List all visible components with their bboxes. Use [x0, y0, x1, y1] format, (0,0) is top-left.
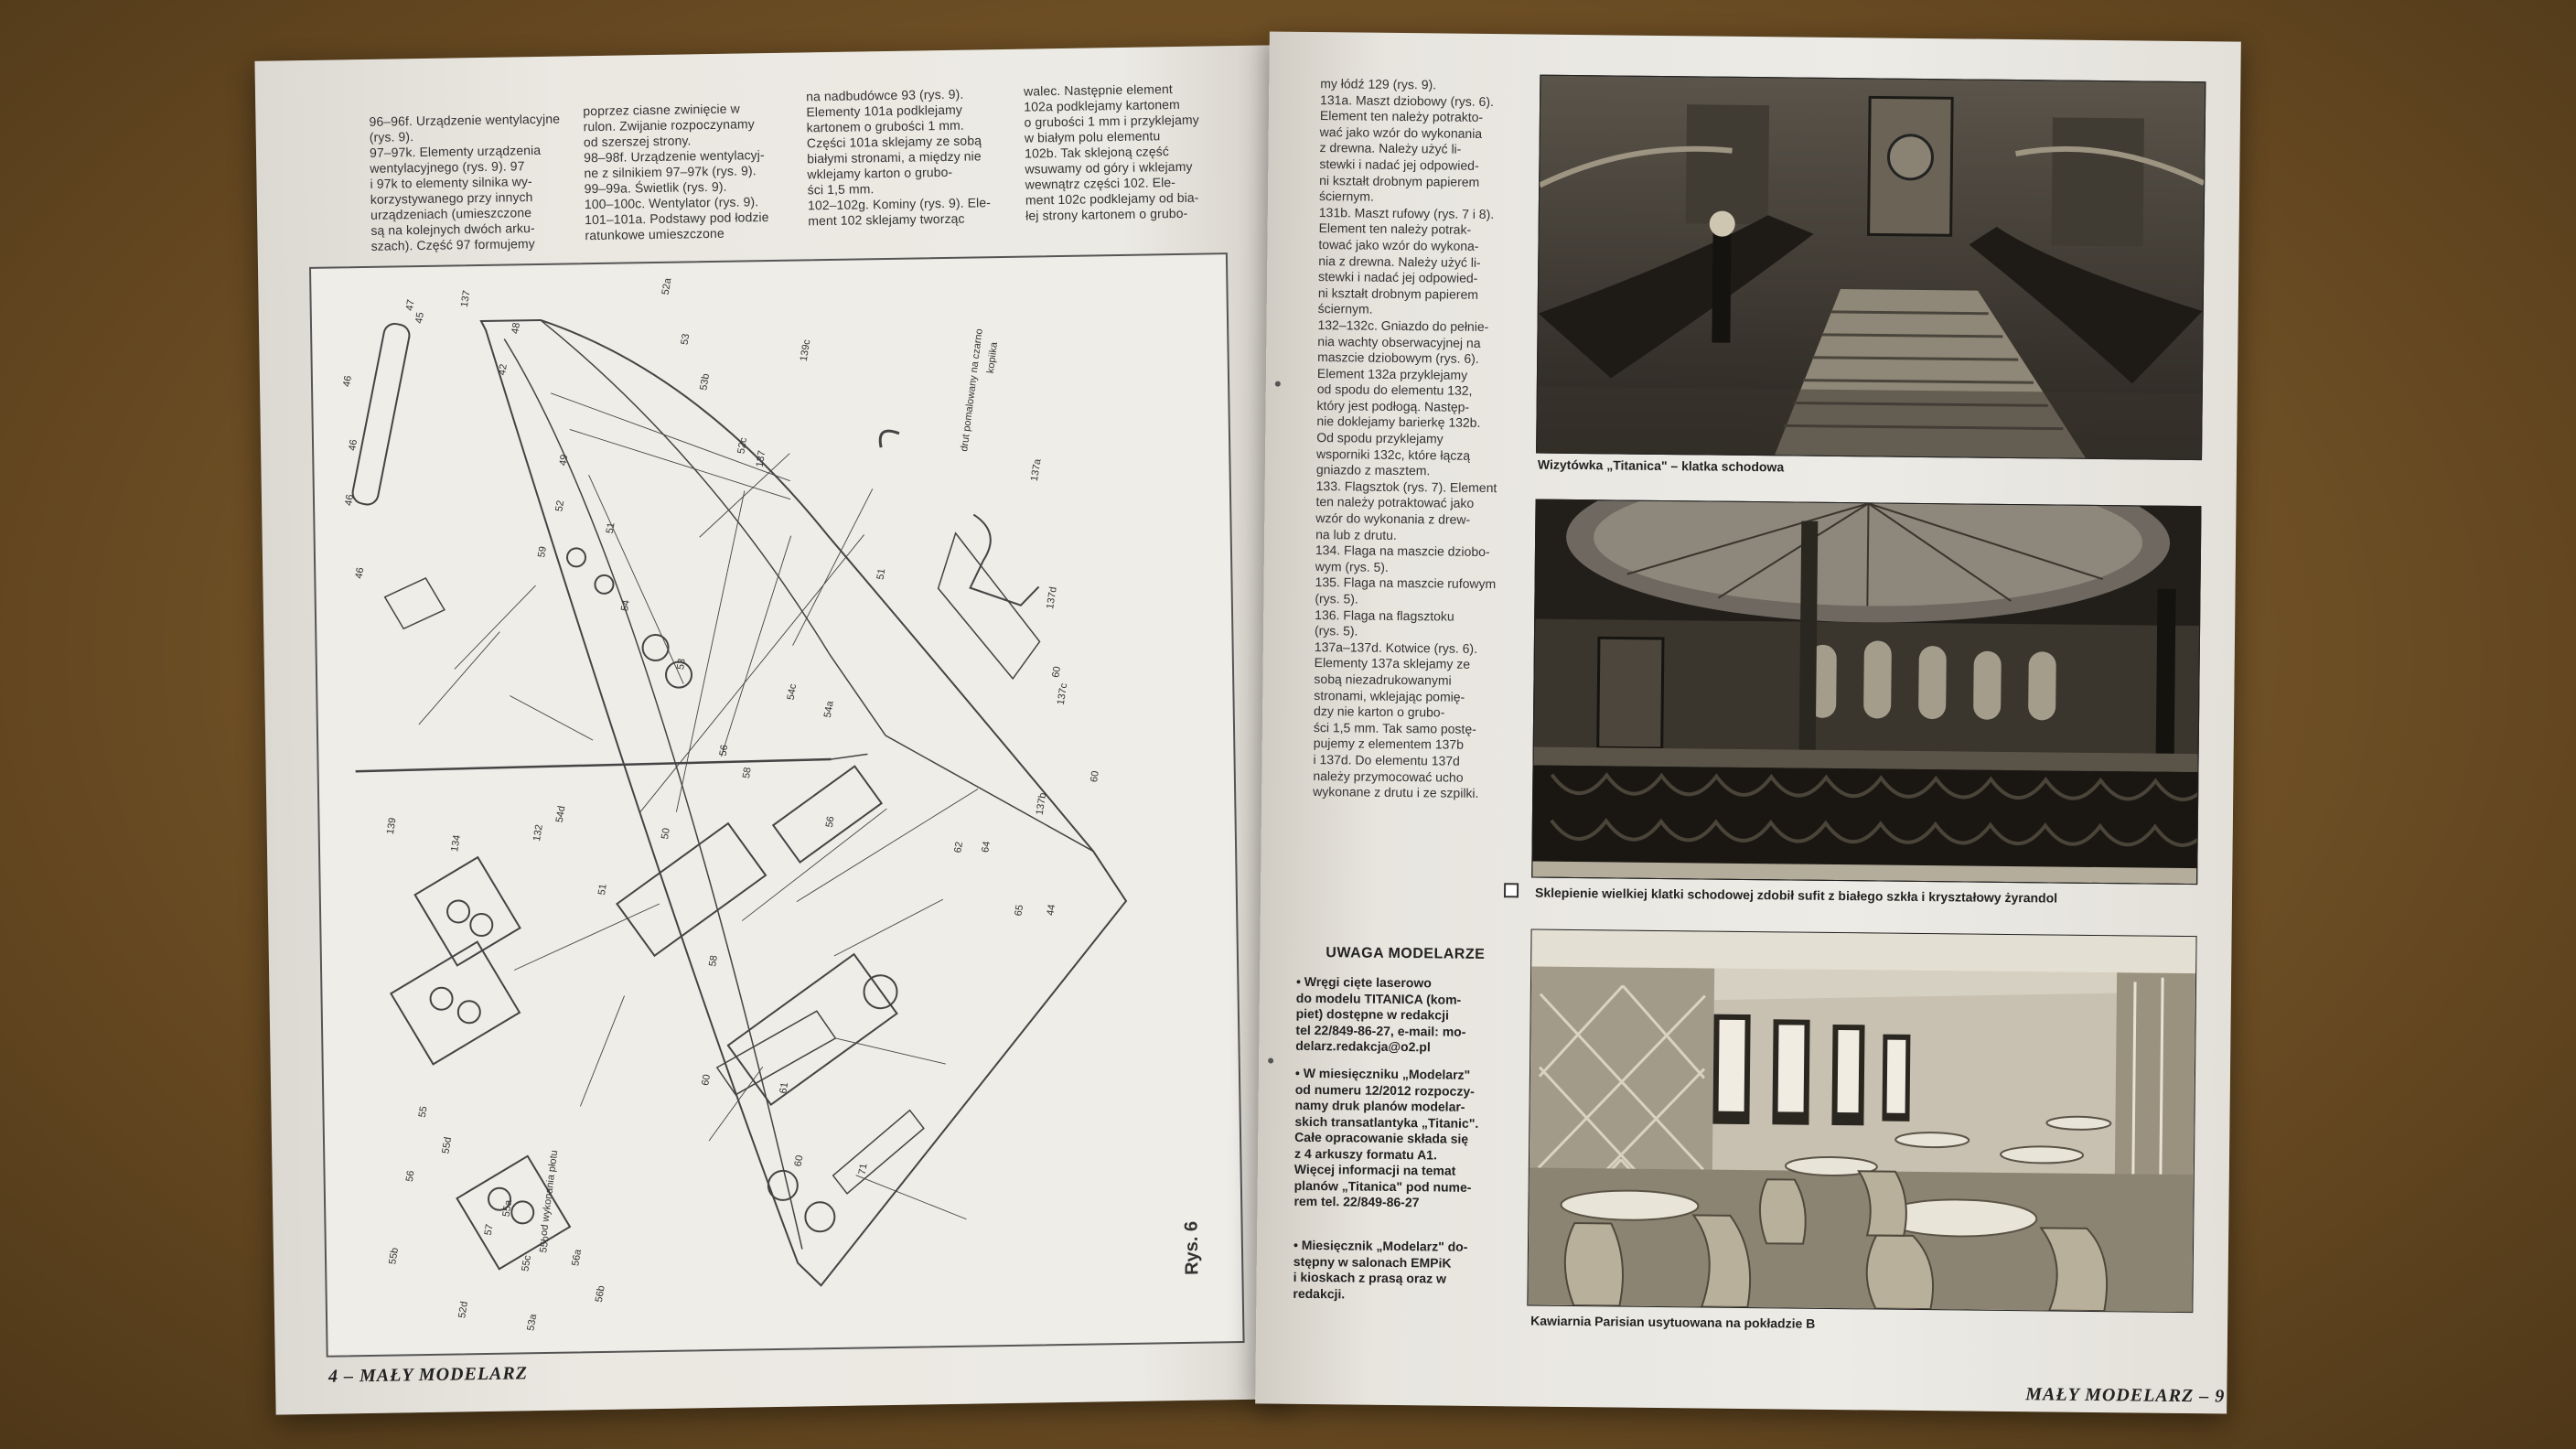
part-number-label: 55b [387, 1247, 401, 1266]
part-number-label: 55b [538, 1235, 552, 1254]
part-number-label: 55d [440, 1136, 455, 1155]
part-number-label: 58 [740, 766, 754, 779]
part-number-label: 139c [798, 338, 813, 362]
part-number-label: 137 [754, 449, 768, 468]
part-number-label: 52d [456, 1300, 470, 1319]
end-of-text-mark [1504, 883, 1519, 897]
part-number-label: 60 [1050, 665, 1064, 679]
part-number-label: 50 [659, 827, 672, 841]
part-number-label: 53b [698, 372, 713, 392]
text-line: Elementy 137a sklejamy ze [1314, 655, 1471, 672]
text-line: 131a. Maszt dziobowy (rys. 6). [1320, 91, 1495, 109]
text-line: 135. Flaga na maszcie rufowym [1315, 574, 1497, 592]
part-number-label: 55c [520, 1254, 534, 1272]
mast-detail [351, 322, 412, 507]
part-number-label: 54 [619, 598, 632, 612]
text-line: my łódź 129 (rys. 9). [1320, 76, 1437, 92]
text-line: należy przymocować ucho [1313, 767, 1464, 785]
part-number-label: 46 [341, 374, 354, 388]
part-number-label: 45 [413, 311, 426, 325]
part-number-label: 49 [557, 454, 571, 467]
photo-grand-staircase [1536, 75, 2206, 461]
text-line: od spodu do elementu 132, [1316, 381, 1473, 399]
text-line: sobą niezadrukowanymi [1314, 671, 1452, 688]
text-line: 131b. Maszt rufowy (rys. 7 i 8). [1318, 204, 1495, 221]
part-number-label: 56b [593, 1284, 607, 1304]
text-line: (rys. 5). [1315, 591, 1358, 606]
part-number-label: 42 [496, 363, 510, 377]
left-footer: 4 – MAŁY MODELARZ [327, 1363, 529, 1387]
diagram-drawing [311, 254, 1243, 1356]
part-number-label: 51 [596, 883, 609, 896]
part-number-label: 54a [821, 700, 836, 719]
text-line: stronami, wklejając pomię- [1314, 687, 1465, 704]
text-line: wym (rys. 5). [1315, 558, 1389, 574]
right-page [1255, 31, 2241, 1413]
text-line: ni kształt drobnym papierem [1317, 284, 1479, 302]
text-line: 136. Flaga na flagsztoku [1315, 606, 1454, 624]
part-number-label: 62 [952, 841, 966, 854]
text-line: wać jako wzór do wykonania [1319, 123, 1483, 141]
text-line: wykonane z drutu i ze szpilki. [1313, 784, 1479, 801]
part-number-label: 55a [500, 1199, 515, 1218]
text-line: stewki i nadać jej odpowied- [1317, 269, 1478, 286]
part-number-label: 134 [449, 833, 463, 853]
text-line: 133. Flagsztok (rys. 7). Element [1315, 478, 1497, 495]
text-column-1: 96–96f. Urządzenie wentylacyjne (rys. 9). 97–97k. Elementy urządzenia wentylacyjnego (rys. 9). 97 i 97k to elementy silnika wy- korzystywanego przy innych urządzeniach (umieszczone są na kolejnych dwóch arku- szach). Część 97 formujemy [369, 111, 561, 253]
notice-item-laser-frames: • Wręgi cięte laserowo do modelu TITANICA (kom- piet) dostępne w redakcji tel 22/849-86-27, e-mail: mo- delarz.redakcja@o2.pl [1295, 973, 1466, 1055]
part-number-label: 60 [792, 1154, 806, 1168]
part-number-label: 59 [536, 545, 549, 559]
text-line: nia wachty obserwacyjnej na [1317, 333, 1481, 350]
part-number-label: 57 [482, 1223, 496, 1237]
text-line: wsporniki 132c, które łączą [1315, 445, 1471, 463]
text-line: tować jako wzór do wykona- [1318, 236, 1479, 253]
caption-glass-dome: Sklepienie wielkiej klatki schodowej zdobił sufit z białego szkła i kryształowy żyrandol [1534, 885, 2058, 906]
caption-cafe-parisian: Kawiarnia Parisian usytuowana na pokładzie B [1530, 1313, 1816, 1331]
assembly-diagram [309, 252, 1245, 1358]
text-line: ten należy potraktować jako [1315, 494, 1475, 511]
photo-glass-dome [1531, 499, 2201, 886]
text-line: nia z drewna. Należy użyć li- [1318, 252, 1481, 270]
staple-top [1275, 381, 1281, 387]
part-number-label: 64 [980, 840, 993, 853]
part-number-label: 137 [458, 289, 473, 308]
part-number-label: 52c [735, 436, 750, 455]
part-number-label: 139 [384, 817, 399, 836]
text-line: (rys. 5). [1314, 623, 1358, 639]
text-line: który jest podłogą. Następ- [1316, 397, 1470, 414]
right-footer: MAŁY MODELARZ – 9 [2025, 1384, 2226, 1407]
text-line: gniazdo z masztem. [1315, 462, 1431, 478]
part-number-label: 51 [604, 521, 617, 535]
caption-staircase: Wizytówka „Titanica" – klatka schodowa [1537, 456, 1785, 475]
staple-bottom [1268, 1058, 1273, 1064]
text-line: ni kształt drobnym papierem [1319, 172, 1480, 189]
text-line: ściernym. [1318, 188, 1374, 204]
part-number-label: 56 [717, 744, 731, 757]
part-number-label: 53 [679, 332, 692, 346]
text-line: ści 1,5 mm. Tak samo postę- [1313, 719, 1476, 736]
superstructure-block [617, 823, 766, 956]
text-line: 132–132c. Gniazdo do pełnie- [1317, 317, 1489, 334]
text-line: ściernym. [1317, 301, 1373, 317]
part-number-label: 53 [675, 658, 688, 671]
photo-cafe-parisian [1527, 929, 2196, 1314]
part-number-label: 48 [510, 321, 523, 335]
part-number-label: 58 [707, 954, 720, 968]
part-number-label: 54d [553, 805, 568, 824]
text-column-2: poprzez ciasne zwinięcie w rulon. Zwijanie rozpoczynamy od szerszej strony. 98–98f. Urządzenie wentylacyj- ne z silnikiem 97–97k (rys. 9). 99–99a. Świetlik (rys. 9). 100–100c. Wentylator (rys. 9). 101–101a. Podstawy pod łodzie ratunkowe umieszczone [583, 101, 769, 243]
part-number-label: 56 [403, 1169, 417, 1183]
text-line: z drewna. Należy użyć li- [1319, 140, 1462, 157]
text-line: dzy nie karton o grubo- [1314, 703, 1445, 720]
part-number-label: 132 [531, 823, 545, 843]
figure-label: Rys. 6 [1181, 1220, 1203, 1276]
text-line: na lub z drutu. [1315, 526, 1397, 542]
part-number-label: 44 [1045, 903, 1058, 917]
part-number-label: 137b [1034, 791, 1049, 816]
part-number-label: 65 [1013, 904, 1026, 918]
diagram-note-wire: drut pomalowany na czarno [959, 327, 985, 453]
text-line: pujemy z elementem 137b [1313, 735, 1465, 753]
text-line: Element ten należy potrakto- [1319, 108, 1484, 125]
text-line: maszcie dziobowym (rys. 6). [1317, 349, 1479, 366]
diagram-note-copy: kopiika [984, 341, 1001, 374]
diagram-note-fence: od wykonania płotu [538, 1149, 561, 1237]
text-line: 137a–137d. Kotwice (rys. 6). [1314, 639, 1478, 656]
part-number-label: 56a [570, 1248, 585, 1267]
part-number-label: 51 [875, 567, 888, 581]
part-number-label: 46 [347, 438, 360, 452]
part-number-label: 60 [700, 1073, 714, 1087]
text-line: nie doklejamy barierkę 132b. [1316, 413, 1481, 431]
notice-title: UWAGA MODELARZE [1326, 945, 1486, 963]
part-number-label: 137d [1045, 585, 1059, 610]
part-number-label: 52 [553, 499, 567, 513]
part-number-label: 61 [778, 1081, 791, 1095]
part-number-label: 137a [1028, 457, 1044, 482]
part-number-label: 56 [823, 815, 837, 829]
right-text-column [1313, 76, 1503, 802]
part-number-label: 71 [856, 1162, 870, 1175]
part-number-label: 52a [660, 277, 674, 296]
text-line: Od spodu przyklejamy [1316, 430, 1444, 446]
text-line: Element 132a przyklejamy [1316, 365, 1468, 382]
part-number-label: 47 [403, 298, 417, 312]
part-number-label: 46 [353, 566, 367, 580]
mast-line [356, 759, 832, 771]
part-number-label: 137c [1055, 682, 1070, 706]
text-line: 134. Flaga na maszcie dziobo- [1315, 542, 1490, 560]
deck-edge-line [504, 332, 802, 1254]
part-number-label: 46 [343, 493, 356, 507]
part-number-label: 53a [525, 1313, 540, 1332]
text-column-3: na nadbudówce 93 (rys. 9). Elementy 101a podklejamy kartonem o grubości 1 mm. Części 101a sklejamy ze sobą białymi stronami, a między nie wklejamy karton o grubo- ści 1,5 mm. 102–102g. Kominy (rys. 9). Ele- ment 102 sklejamy tworząc [805, 86, 992, 229]
notice-item-plans: • W miesięczniku „Modelarz" od numeru 12/2012 rozpoczy- namy druk planów modelar- skich transatlantyka „Titanic". Całe opracowanie składa się z 4 arkuszy formatu A1. Więcej informacji na temat planów „Titanica" pod nume- rem tel. 22/849-86-27 [1293, 1065, 1479, 1210]
text-column-4: walec. Następnie element 102a podklejamy kartonem o grubości 1 mm i przyklejamy w białym polu elementu 102b. Tak sklejoną część wsuwamy od góry i wklejamy wewnątrz części 102. Ele- ment 102c podklejamy od bia- łej strony kartonem o grubo- [1023, 81, 1199, 223]
text-line: stewki i nadać jej odpowied- [1319, 156, 1479, 173]
text-line: i 137d. Do elementu 137d [1313, 751, 1460, 768]
part-number-label: 54c [785, 682, 800, 702]
part-number-label: 60 [1089, 769, 1101, 783]
left-page [254, 45, 1293, 1414]
notice-item-availability: • Miesięcznik „Modelarz" do- stępny w salonach EMPiK i kioskach z prasą oraz w redakcji. [1293, 1237, 1468, 1301]
text-line: Element ten należy potrak- [1318, 220, 1472, 238]
part-number-label: 55 [416, 1105, 430, 1119]
text-line: wzór do wykonania z drew- [1315, 510, 1471, 527]
